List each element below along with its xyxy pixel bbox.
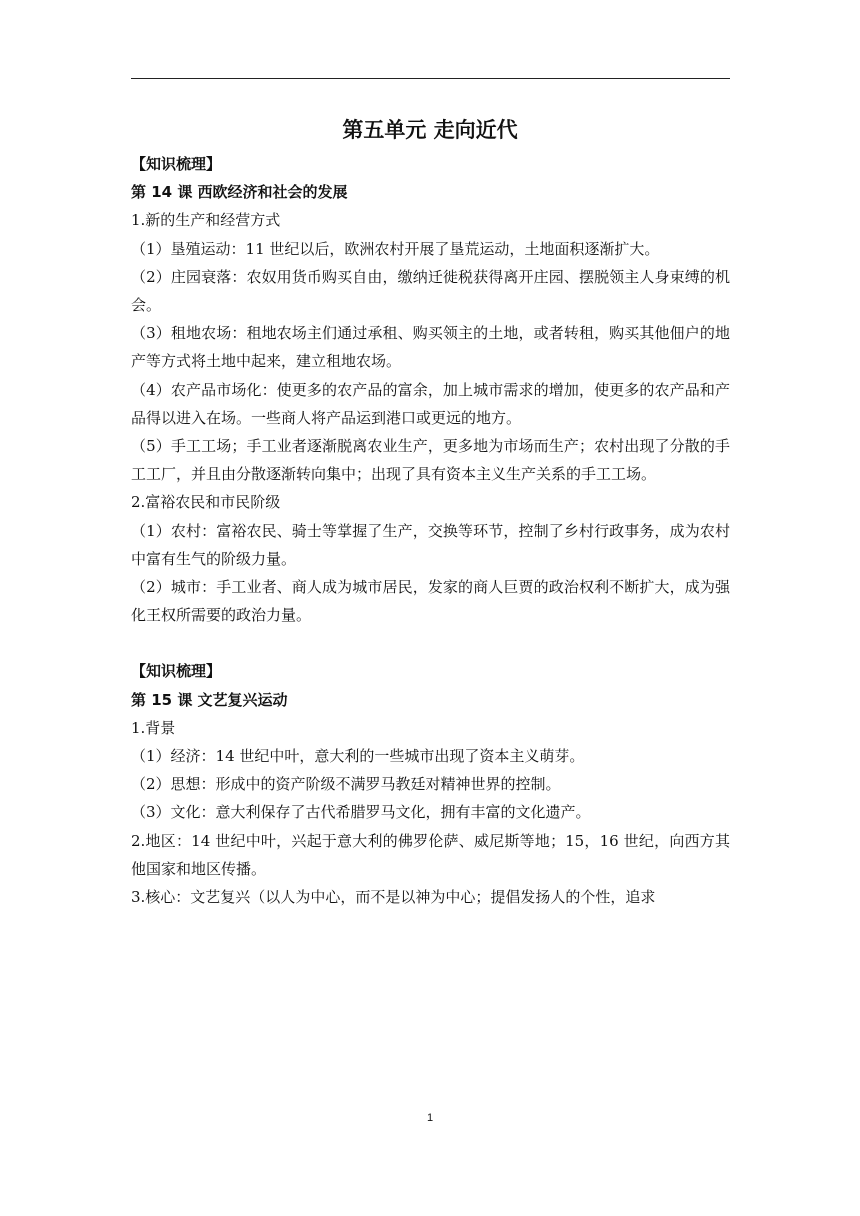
paragraph: （2）庄园衰落：农奴用货币购买自由，缴纳迁徙税获得离开庄园、摆脱领主人身束缚的机会。: [131, 267, 730, 315]
paragraph: （5）手工工场；手工业者逐渐脱离农业生产，更多地为市场而生产；农村出现了分散的手工工厂，并且由分散逐渐转向集中；出现了具有资本主义生产关系的手工工场。: [131, 437, 730, 484]
paragraph: 1.新的生产和经营方式: [131, 211, 281, 230]
section-heading: 第 15 课 文艺复兴运动: [131, 690, 288, 709]
paragraph: 1.背景: [131, 718, 176, 737]
paragraph: （1）经济：14 世纪中叶，意大利的一些城市出现了资本主义萌芽。: [131, 747, 585, 766]
paragraph: （4）农产品市场化：使更多的农产品的富余，加上城市需求的增加，使更多的农产品和产品得以进入在场。一些商人将产品运到港口或更远的地方。: [131, 380, 730, 427]
paragraph: 3.核心：文艺复兴（以人为中心，而不是以神为中心；提倡发扬人的个性，追求: [131, 888, 656, 907]
section-heading: 【知识梳理】: [131, 155, 222, 173]
paragraph: （3）文化：意大利保存了古代希腊罗马文化，拥有丰富的文化遗产。: [131, 803, 591, 822]
page-number: 1: [426, 1112, 434, 1124]
section-heading: 【知识梳理】: [131, 662, 222, 681]
paragraph: （2）思想：形成中的资产阶级不满罗马教廷对精神世界的控制。: [131, 775, 561, 794]
page-title: 第五单元 走向近代: [342, 118, 518, 142]
paragraph: 2.富裕农民和市民阶级: [131, 493, 281, 512]
paragraph: （1）垦殖运动：11 世纪以后，欧洲农村开展了垦荒运动，土地面积逐渐扩大。: [131, 239, 660, 258]
section-heading: 第 14 课 西欧经济和社会的发展: [131, 183, 348, 202]
paragraph: （2）城市：手工业者、商人成为城市居民，发家的商人巨贾的政治权利不断扩大，成为强化王权所需要的政治力量。: [131, 578, 730, 625]
section-gap: [131, 629, 730, 657]
paragraph: 2.地区：14 世纪中叶，兴起于意大利的佛罗伦萨、威尼斯等地；15，16 世纪，向西方其他国家和地区传播。: [131, 831, 730, 878]
header-rule: [131, 78, 730, 79]
paragraph: （1）农村：富裕农民、骑士等掌握了生产，交换等环节，控制了乡村行政事务，成为农村中富有生气的阶级力量。: [131, 521, 730, 568]
document-body: [131, 150, 730, 911]
paragraph: （3）租地农场：租地农场主们通过承租、购买领主的土地，或者转租，购买其他佃户的地产等方式将土地中起来，建立租地农场。: [131, 324, 730, 371]
